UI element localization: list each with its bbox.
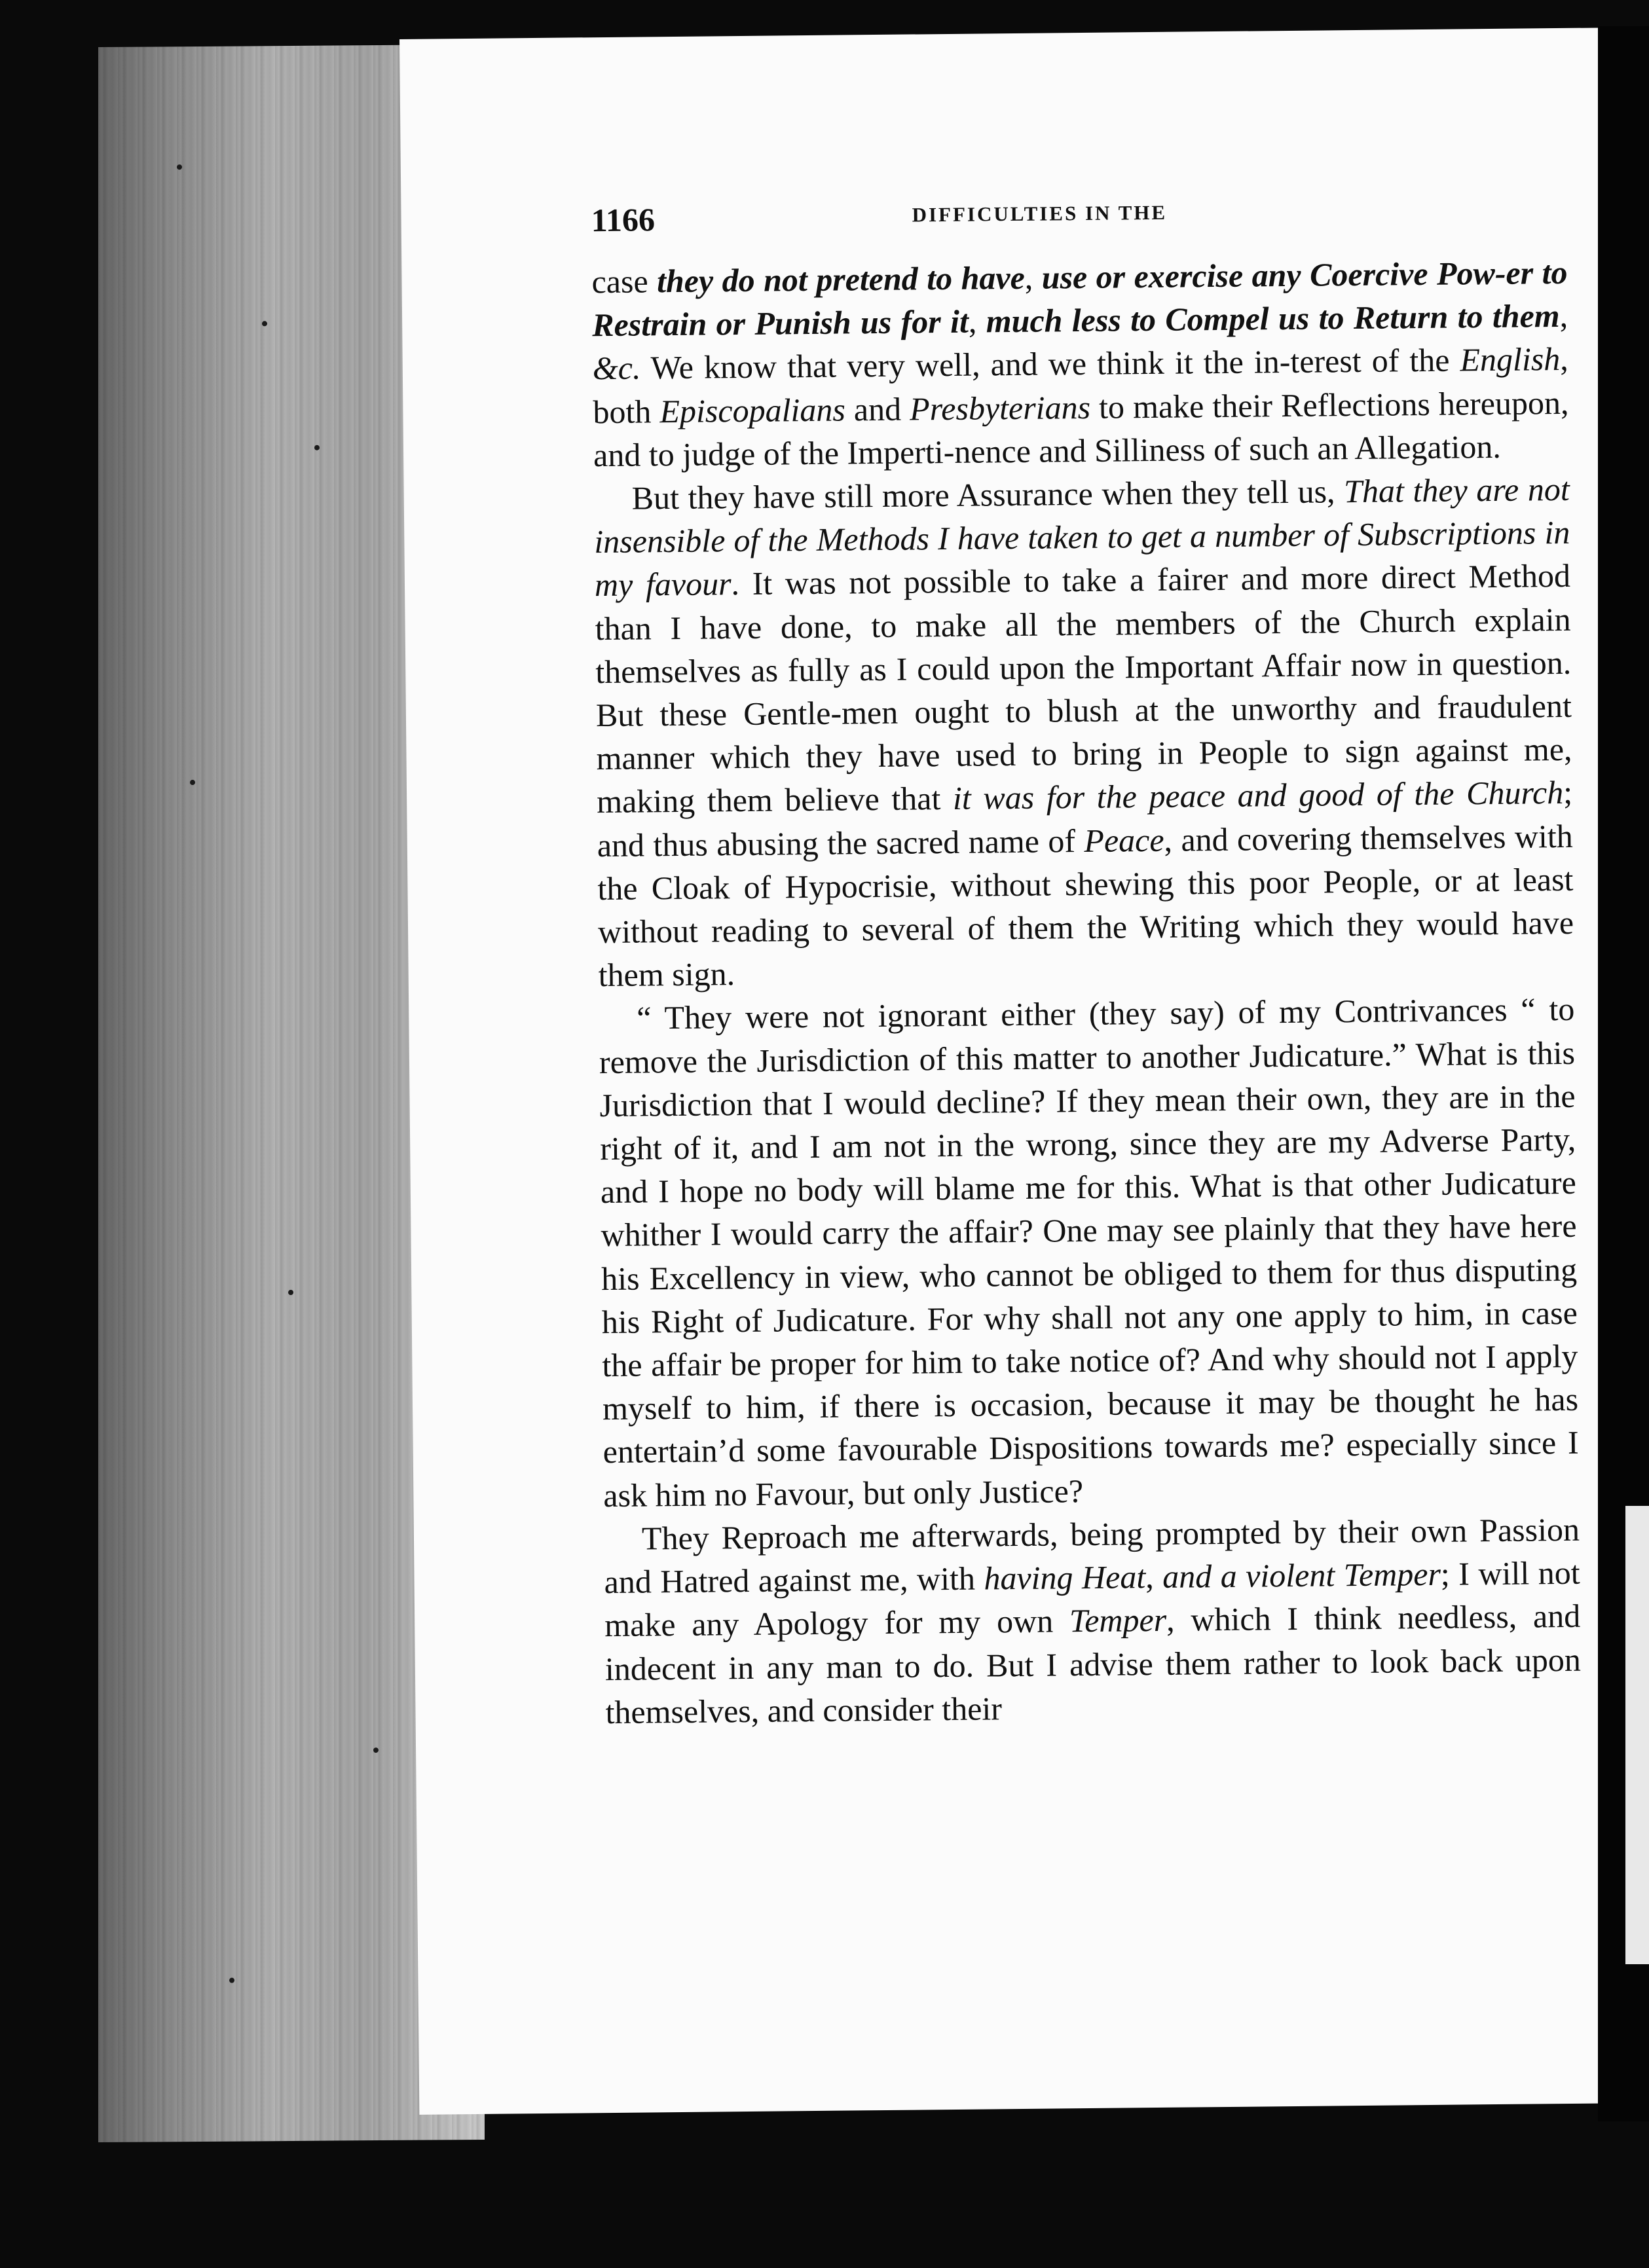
text-run: and (845, 390, 910, 428)
text-run: , and covering themselves with the Cloak of Hypocrisie, without shewing this poor People, or at least without reading to several of them the Writing which they would have them sign. (597, 817, 1574, 994)
text-run: , (1559, 297, 1568, 335)
paragraph (604, 1508, 1582, 1734)
text-run: case (591, 263, 658, 301)
italic-run: use or exercise any Coercive Pow-er to Restrain or Punish us for it (591, 253, 1568, 344)
running-head (591, 192, 1574, 247)
ink-speck (288, 1290, 293, 1295)
text-run: ; I will not make any Apology for my own (604, 1554, 1580, 1644)
paragraph (591, 251, 1569, 477)
text-run: ; and thus abusing the sacred name of (597, 774, 1573, 864)
italic-run: Presbyterians (909, 388, 1091, 428)
italic-run: Peace (1084, 821, 1164, 859)
text-run: They Reproach me afterwards, being prompted by their own Passion and Hatred against me, with (604, 1510, 1580, 1601)
text-run: , which I think needless, and indecent in any man to do. But I advise them rather to look back upon themselves, and consider their (604, 1598, 1582, 1730)
italic-run: they do not pretend to have (656, 259, 1026, 300)
italic-run: much less to Compel us to Return to them (986, 297, 1560, 340)
paragraph (593, 467, 1574, 997)
italic-run: That they are not insensible of the Methods I have taken to get a number of Subscriptions in my favour (594, 470, 1570, 604)
text-run: “ They were not ignorant either (they say) of my Contrivances “ to remove the Jurisdiction of this matter to another Judicature.” What is this Jurisdiction that I would decline? If they mean their own, they are in the right of it, and I am not in the wrong, since they are my Adverse Party, and I hope no body will blame me for this. What is that other Judicature whither I would carry the affair? One may see plainly that they have here his Excellency in view, who cannot be obliged to them for thus disputing his Right of Judicature. For why shall not any one apply to him, in case the affair be proper for him to take notice of? And why should not I apply myself to him, if there is occasion, because it may be thought he has entertain’d some favourable Dispositions towards me? especially since I ask him no Favour, but only Justice? (599, 991, 1579, 1514)
italic-run: having Heat (984, 1558, 1146, 1597)
italic-run: Episcopalians (659, 391, 846, 430)
text-run: . It was not possible to take a fairer and more direct Method than I have done, to make all the members of the Church explain themselves as fully as I could upon the Important Affair now in question. But these Gentle-men ought to blush at the unworthy and fraudulent manner which they have used to bring in People to sign against me, making them believe that (595, 557, 1572, 820)
text-run: But they have still more Assurance when they tell us, (631, 473, 1344, 517)
ink-speck (373, 1747, 379, 1753)
text-run: , both (593, 340, 1569, 430)
italic-run: Temper (1069, 1601, 1167, 1639)
italic-run: and a violent Temper (1162, 1555, 1441, 1596)
body-text (591, 251, 1582, 1734)
ink-speck (262, 321, 267, 326)
ink-speck (190, 780, 195, 785)
italic-run: English (1460, 340, 1561, 378)
ink-speck (229, 1978, 234, 1983)
italic-run: &c. (592, 349, 641, 387)
running-title: DIFFICULTIES IN THE (912, 200, 1168, 227)
italic-run: it was for the peace and good of the Church (952, 774, 1564, 817)
ink-speck (177, 164, 182, 170)
ink-speck (314, 445, 320, 450)
text-run: , (1145, 1558, 1163, 1596)
text-run: to make their Reflections hereupon, and to judge of the Imperti-nence and Silliness of such an Allegation. (593, 384, 1569, 473)
text-run: We know that very well, and we think it the in-terest of the (640, 341, 1460, 386)
paragraph (599, 987, 1580, 1517)
next-page-sliver (1625, 1506, 1649, 1964)
printed-page (399, 27, 1624, 2115)
page-number: 1166 (591, 201, 656, 239)
text-run: , (968, 302, 986, 340)
text-run: , (1024, 259, 1042, 296)
